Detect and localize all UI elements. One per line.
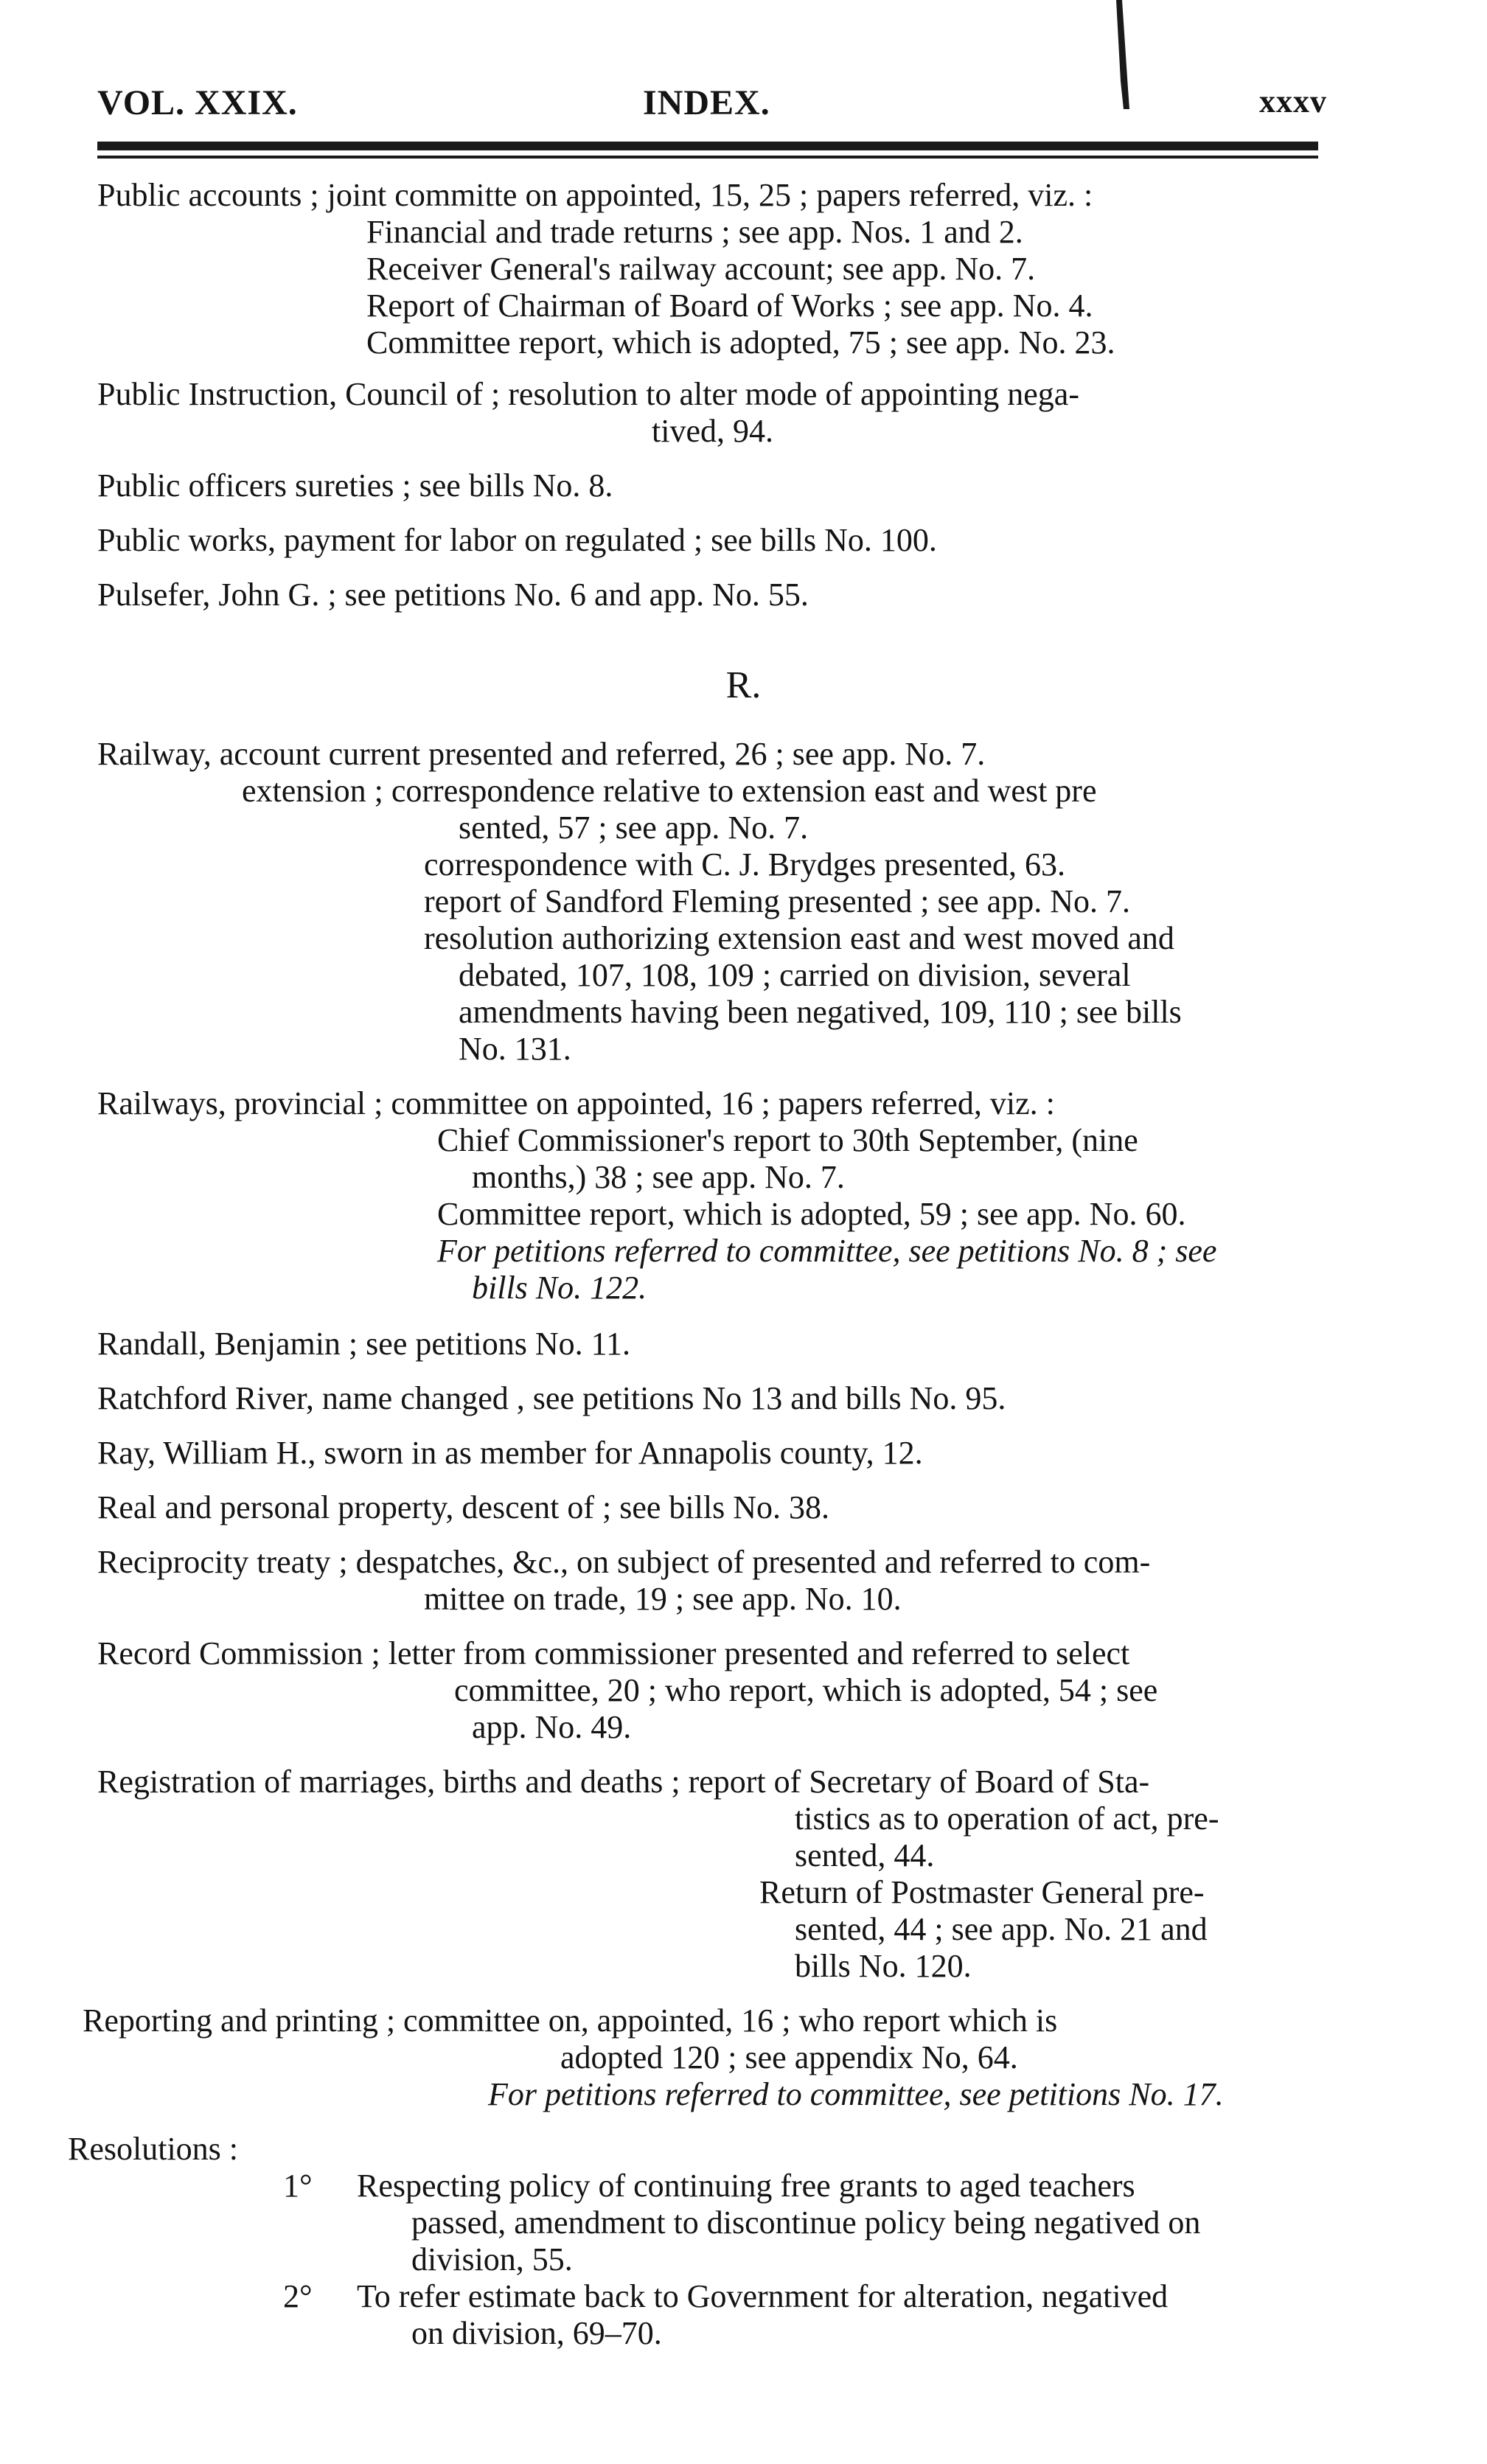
index-entry-line: Railways, provincial ; committee on appointed, 16 ; papers referred, viz. : xyxy=(97,1085,1055,1121)
section-letter: R. xyxy=(725,664,762,706)
index-continuation-line: adopted 120 ; see appendix No, 64. xyxy=(560,2039,1018,2075)
resolution-number: 1° xyxy=(283,2168,313,2204)
index-continuation-line: sented, 44. xyxy=(795,1837,935,1873)
index-continuation-line: debated, 107, 108, 109 ; carried on division, several xyxy=(459,957,1131,993)
index-continuation-line: No. 131. xyxy=(459,1031,571,1067)
index-subentry-line: Chief Commissioner's report to 30th September, (nine xyxy=(437,1122,1138,1158)
index-subentry-line: Committee report, which is adopted, 75 ; see app. No. 23. xyxy=(366,324,1115,361)
index-entry-line: Reciprocity treaty ; despatches, &c., on subject of presented and referred to com- xyxy=(97,1544,1151,1580)
index-subentry-line: Committee report, which is adopted, 59 ; see app. No. 60. xyxy=(437,1196,1186,1232)
index-subentry-line: Return of Postmaster General pre- xyxy=(759,1874,1205,1910)
ink-stroke-mark xyxy=(1115,0,1131,111)
index-entry-line: Ray, William H., sworn in as member for Annapolis county, 12. xyxy=(97,1435,923,1471)
index-continuation-line: bills No. 122. xyxy=(472,1270,647,1306)
index-subentry-line: For petitions referred to committee, see petitions No. 17. xyxy=(488,2076,1224,2112)
index-continuation-line: tistics as to operation of act, pre- xyxy=(795,1800,1219,1837)
index-entry-line: Public works, payment for labor on regulated ; see bills No. 100. xyxy=(97,522,937,558)
index-entry-line: Ratchford River, name changed , see petitions No 13 and bills No. 95. xyxy=(97,1380,1006,1416)
index-continuation-line: sented, 44 ; see app. No. 21 and xyxy=(795,1911,1208,1947)
index-continuation-line: months,) 38 ; see app. No. 7. xyxy=(472,1159,845,1195)
resolution-text-line: passed, amendment to discontinue policy being negatived on xyxy=(411,2204,1201,2241)
index-entry-line: Randall, Benjamin ; see petitions No. 11. xyxy=(97,1326,631,1362)
header-rule-thin xyxy=(97,156,1318,159)
index-entry-line: Railway, account current presented and referred, 26 ; see app. No. 7. xyxy=(97,736,986,772)
index-continuation-line: sented, 57 ; see app. No. 7. xyxy=(459,810,809,846)
index-continuation-line: amendments having been negatived, 109, 110 ; see bills xyxy=(459,994,1182,1030)
index-entry-line: Public officers sureties ; see bills No. 8. xyxy=(97,467,613,504)
resolution-text-line: division, 55. xyxy=(411,2241,573,2277)
index-continuation-line: tived, 94. xyxy=(652,413,773,449)
index-entry-line: Real and personal property, descent of ; see bills No. 38. xyxy=(97,1489,829,1525)
index-subentry-line: resolution authorizing extension east and west moved and xyxy=(424,920,1174,956)
resolution-text-line: To refer estimate back to Government for alteration, negatived xyxy=(357,2278,1169,2314)
index-entry-line: Public Instruction, Council of ; resolution to alter mode of appointing nega- xyxy=(97,376,1079,412)
page-number: xxxv xyxy=(1259,83,1327,119)
index-subentry-line: extension ; correspondence relative to extension east and west pre xyxy=(242,773,1097,809)
index-subentry-line: correspondence with C. J. Brydges presented, 63. xyxy=(424,846,1066,883)
index-subentry-line: Report of Chairman of Board of Works ; see app. No. 4. xyxy=(366,288,1093,324)
index-entry-line: Pulsefer, John G. ; see petitions No. 6 and app. No. 55. xyxy=(97,577,809,613)
index-entry-line: Resolutions : xyxy=(68,2131,239,2167)
header-rule-thick xyxy=(97,142,1318,150)
index-entry-line: Reporting and printing ; committee on, appointed, 16 ; who report which is xyxy=(83,2002,1058,2039)
index-entry-line: Registration of marriages, births and deaths ; report of Secretary of Board of Sta- xyxy=(97,1764,1150,1800)
index-entry-line: Public accounts ; joint committe on appointed, 15, 25 ; papers referred, viz. : xyxy=(97,177,1093,213)
volume-label: VOL. XXIX. xyxy=(97,83,298,122)
index-continuation-line: committee, 20 ; who report, which is adopted, 54 ; see xyxy=(454,1672,1158,1708)
index-continuation-line: bills No. 120. xyxy=(795,1948,972,1984)
index-subentry-line: Financial and trade returns ; see app. Nos. 1 and 2. xyxy=(366,214,1023,250)
index-subentry-line: For petitions referred to committee, see petitions No. 8 ; see xyxy=(437,1233,1217,1269)
index-entry-line: Record Commission ; letter from commissioner presented and referred to select xyxy=(97,1635,1130,1671)
index-continuation-line: mittee on trade, 19 ; see app. No. 10. xyxy=(424,1581,902,1617)
index-continuation-line: app. No. 49. xyxy=(472,1709,632,1745)
index-subentry-line: report of Sandford Fleming presented ; see app. No. 7. xyxy=(424,883,1130,919)
index-title: INDEX. xyxy=(643,83,770,122)
resolution-text-line: Respecting policy of continuing free grants to aged teachers xyxy=(357,2168,1135,2204)
resolution-number: 2° xyxy=(283,2278,313,2314)
index-subentry-line: Receiver General's railway account; see app. No. 7. xyxy=(366,251,1036,287)
resolution-text-line: on division, 69–70. xyxy=(411,2315,662,2351)
